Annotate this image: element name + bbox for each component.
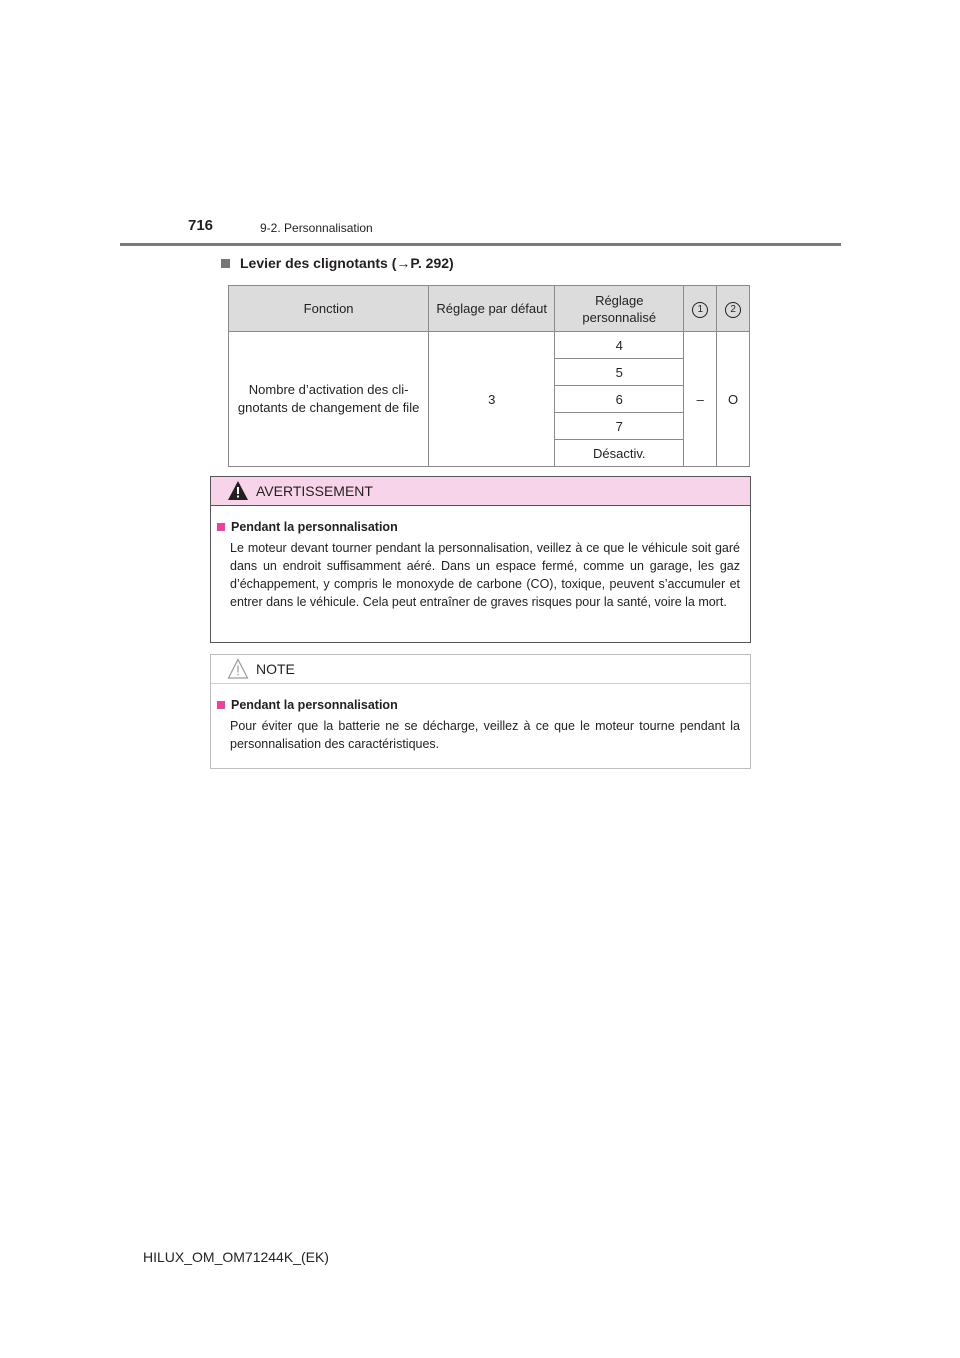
section-bullet-icon — [221, 259, 230, 268]
warning-item-title — [217, 518, 740, 536]
custom-value-cell: Désactiv. — [555, 440, 684, 467]
note-item-text: Pour éviter que la batterie ne se décharge, veillez à ce que le moteur tourne pendant la personnalisation des caractéristiques. — [230, 719, 740, 751]
page-number: 716 — [188, 217, 214, 234]
circled-two-icon: 2 — [725, 302, 741, 318]
default-value-cell: 3 — [429, 332, 555, 467]
note-header — [211, 655, 750, 684]
method-2-cell: O — [717, 332, 750, 467]
header-method-1 — [684, 286, 717, 332]
table-row — [229, 332, 750, 359]
custom-value-cell: 6 — [555, 386, 684, 413]
pink-bullet-icon — [217, 523, 225, 531]
header-default: Réglage par défaut — [429, 286, 555, 332]
settings-table — [228, 285, 750, 467]
section-heading — [221, 255, 454, 271]
warning-item-title-text: Pendant la personnalisation — [231, 520, 398, 534]
table-header-row — [229, 286, 750, 332]
header-divider — [120, 243, 841, 246]
warning-item-text: Le moteur devant tourner pendant la personnalisation, veillez à ce que le véhicule soit garé dans un endroit suffisamment aéré. Dans un espace fermé, comme un garage, les gaz d’échappement, y compris le monoxyde de carbone (CO), toxique, peuvent s’accumuler et entrer dans le véhicule. Cela peut entraîner de graves risques pour la santé, voire la mort. — [230, 541, 740, 609]
footer-code: HILUX_OM_OM71244K_(EK) — [143, 1249, 329, 1265]
warning-body — [211, 506, 750, 611]
custom-value-cell: 4 — [555, 332, 684, 359]
header-custom: Réglage personnalisé — [555, 286, 684, 332]
warning-triangle-icon — [227, 480, 249, 502]
note-heading: NOTE — [256, 661, 295, 677]
method-1-cell: – — [684, 332, 717, 467]
chapter-title: 9-2. Personnalisation — [260, 221, 373, 235]
note-box — [210, 654, 751, 769]
note-item-title — [217, 696, 740, 714]
note-item-title-text: Pendant la personnalisation — [231, 698, 398, 712]
function-cell: Nombre d’activation des cli-gnotants de changement de file — [229, 332, 429, 467]
custom-value-cell: 5 — [555, 359, 684, 386]
warning-heading: AVERTISSEMENT — [256, 483, 373, 499]
caution-outline-icon — [227, 658, 249, 680]
section-title: Levier des clignotants (→P. 292) — [240, 255, 454, 271]
warning-header — [211, 477, 750, 506]
circled-one-icon: 1 — [692, 302, 708, 318]
note-body — [211, 684, 750, 753]
custom-value-cell: 7 — [555, 413, 684, 440]
warning-box — [210, 476, 751, 643]
header-function: Fonction — [229, 286, 429, 332]
pink-bullet-icon — [217, 701, 225, 709]
header-method-2 — [717, 286, 750, 332]
